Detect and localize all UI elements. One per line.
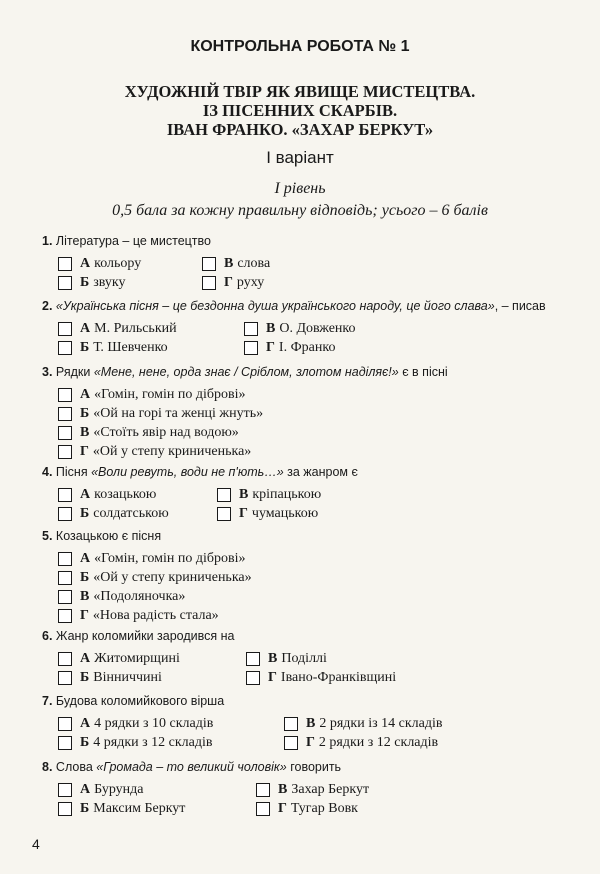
question-text-after: , – писав bbox=[494, 299, 546, 313]
question-number: 2. bbox=[42, 299, 53, 313]
question-6 bbox=[42, 628, 582, 688]
checkbox[interactable] bbox=[244, 322, 258, 336]
page-number: 4 bbox=[32, 836, 40, 852]
variant-label: І варіант bbox=[266, 148, 334, 167]
option-g[interactable]: Г чумацькою bbox=[217, 505, 318, 523]
option-a[interactable]: А Житомирщині bbox=[58, 650, 180, 668]
option-v[interactable]: В 2 рядки із 14 складів bbox=[284, 715, 442, 733]
question-quote: «Мене, нене, орда знає / Сріблом, злотом наділяє!» bbox=[93, 365, 399, 379]
checkbox[interactable] bbox=[58, 717, 72, 731]
checkbox[interactable] bbox=[58, 426, 72, 440]
checkbox[interactable] bbox=[58, 590, 72, 604]
question-text: Жанр коломийки зародився на bbox=[55, 629, 235, 643]
option-v[interactable]: В Поділлі bbox=[246, 650, 327, 668]
option-a[interactable]: А «Гомін, гомін по діброві» bbox=[58, 386, 245, 404]
option-v[interactable]: В «Стоїть явір над водою» bbox=[58, 424, 239, 442]
option-a[interactable]: А М. Рильський bbox=[58, 320, 177, 338]
checkbox[interactable] bbox=[217, 488, 231, 502]
answer-options bbox=[58, 320, 582, 358]
topic-heading bbox=[0, 82, 600, 139]
answer-options bbox=[58, 715, 582, 753]
option-b[interactable]: Б Максим Беркут bbox=[58, 800, 185, 818]
checkbox[interactable] bbox=[58, 652, 72, 666]
answer-options bbox=[58, 255, 582, 293]
option-a[interactable]: А кольору bbox=[58, 255, 141, 273]
question-number: 4. bbox=[42, 465, 53, 479]
question-text: Козацькою є пісня bbox=[55, 529, 162, 543]
topic-line-1: ХУДОЖНІЙ ТВІР ЯК ЯВИЩЕ МИСТЕЦТВА. bbox=[124, 82, 476, 101]
option-g[interactable]: Г Тугар Вовк bbox=[256, 800, 358, 818]
checkbox[interactable] bbox=[58, 552, 72, 566]
option-a[interactable]: А «Гомін, гомін по діброві» bbox=[58, 550, 245, 568]
checkbox[interactable] bbox=[58, 671, 72, 685]
option-b[interactable]: Б «Ой у степу криниченька» bbox=[58, 569, 252, 587]
checkbox[interactable] bbox=[58, 257, 72, 271]
question-5 bbox=[42, 528, 582, 625]
option-v[interactable]: В кріпацькою bbox=[217, 486, 321, 504]
checkbox[interactable] bbox=[58, 388, 72, 402]
question-8: 8. Слова «Громада – то великий чоловік» говорить А Бурунда Б Максим Беркут В Захар Беркут Г Тугар Вовк bbox=[42, 759, 582, 819]
level-label: І рівень bbox=[274, 180, 326, 197]
checkbox[interactable] bbox=[246, 671, 260, 685]
page-title: КОНТРОЛЬНА РОБОТА № 1 bbox=[190, 38, 410, 55]
checkbox[interactable] bbox=[244, 341, 258, 355]
checkbox[interactable] bbox=[217, 507, 231, 521]
question-2 bbox=[42, 298, 582, 358]
checkbox[interactable] bbox=[58, 341, 72, 355]
question-quote: «Українська пісня – це бездонна душа українського народу, це його слава» bbox=[55, 299, 495, 313]
checkbox[interactable] bbox=[256, 802, 270, 816]
option-b[interactable]: Б Т. Шевченко bbox=[58, 339, 168, 357]
checkbox[interactable] bbox=[202, 257, 216, 271]
option-a[interactable]: А козацькою bbox=[58, 486, 156, 504]
question-number: 3. bbox=[42, 365, 53, 379]
question-number: 8. bbox=[42, 760, 53, 774]
question-3: 3. Рядки «Мене, нене, орда знає / Сріблом, злотом наділяє!» є в пісні А «Гомін, гомін по діброві» Б «Ой на горі та женці жнуть» В «Стоїть явір над водою» Г «Ой у степу криниченька» bbox=[42, 364, 582, 461]
question-number: 5. bbox=[42, 529, 53, 543]
answer-options bbox=[58, 486, 582, 524]
question-1 bbox=[42, 233, 582, 293]
checkbox[interactable] bbox=[58, 276, 72, 290]
question-number: 1. bbox=[42, 234, 53, 248]
checkbox[interactable] bbox=[58, 488, 72, 502]
option-g[interactable]: Г «Ой у степу криниченька» bbox=[58, 443, 251, 461]
answer-options bbox=[58, 650, 582, 688]
option-v[interactable]: В О. Довженко bbox=[244, 320, 356, 338]
option-b[interactable]: Б звуку bbox=[58, 274, 126, 292]
question-4: 4. Пісня «Воли ревуть, води не п'ють…» за жанром є А козацькою Б солдатською В кріпацькою Г чумацькою bbox=[42, 464, 582, 524]
option-g[interactable]: Г 2 рядки з 12 складів bbox=[284, 734, 438, 752]
question-number: 6. bbox=[42, 629, 53, 643]
topic-line-3: ІВАН ФРАНКО. «ЗАХАР БЕРКУТ» bbox=[166, 120, 434, 139]
question-quote: «Громада – то великий чоловік» bbox=[96, 760, 287, 774]
option-a[interactable]: А Бурунда bbox=[58, 781, 143, 799]
question-quote: «Воли ревуть, води не п'ють…» bbox=[91, 465, 284, 479]
answer-options bbox=[58, 781, 582, 819]
checkbox[interactable] bbox=[284, 717, 298, 731]
scoring-note: 0,5 бала за кожну правильну відповідь; усього – 6 балів bbox=[112, 202, 488, 219]
checkbox[interactable] bbox=[58, 802, 72, 816]
checkbox[interactable] bbox=[202, 276, 216, 290]
checkbox[interactable] bbox=[246, 652, 260, 666]
answer-options bbox=[58, 386, 582, 461]
option-b[interactable]: Б Вінниччині bbox=[58, 669, 162, 687]
option-v[interactable]: В слова bbox=[202, 255, 270, 273]
checkbox[interactable] bbox=[58, 322, 72, 336]
checkbox[interactable] bbox=[58, 609, 72, 623]
checkbox[interactable] bbox=[58, 736, 72, 750]
checkbox[interactable] bbox=[58, 507, 72, 521]
question-text: Будова коломийкового вірша bbox=[55, 694, 225, 708]
checkbox[interactable] bbox=[58, 407, 72, 421]
option-b[interactable]: Б «Ой на горі та женці жнуть» bbox=[58, 405, 263, 423]
topic-line-2: ІЗ ПІСЕННИХ СКАРБІВ. bbox=[202, 101, 398, 120]
option-g[interactable]: Г І. Франко bbox=[244, 339, 335, 357]
checkbox[interactable] bbox=[58, 571, 72, 585]
option-b[interactable]: Б 4 рядки з 12 складів bbox=[58, 734, 213, 752]
option-b[interactable]: Б солдатською bbox=[58, 505, 169, 523]
question-number: 7. bbox=[42, 694, 53, 708]
question-text: Література – це мистецтво bbox=[55, 234, 211, 248]
option-g[interactable]: Г руху bbox=[202, 274, 264, 292]
option-g[interactable]: Г «Нова радість стала» bbox=[58, 607, 219, 625]
checkbox[interactable] bbox=[256, 783, 270, 797]
answer-options bbox=[58, 550, 582, 625]
option-a[interactable]: А 4 рядки з 10 складів bbox=[58, 715, 213, 733]
option-v[interactable]: В «Подоляночка» bbox=[58, 588, 185, 606]
checkbox[interactable] bbox=[58, 445, 72, 459]
checkbox[interactable] bbox=[58, 783, 72, 797]
option-v[interactable]: В Захар Беркут bbox=[256, 781, 369, 799]
checkbox[interactable] bbox=[284, 736, 298, 750]
question-7 bbox=[42, 693, 582, 753]
option-g[interactable]: Г Івано-Франківщині bbox=[246, 669, 396, 687]
